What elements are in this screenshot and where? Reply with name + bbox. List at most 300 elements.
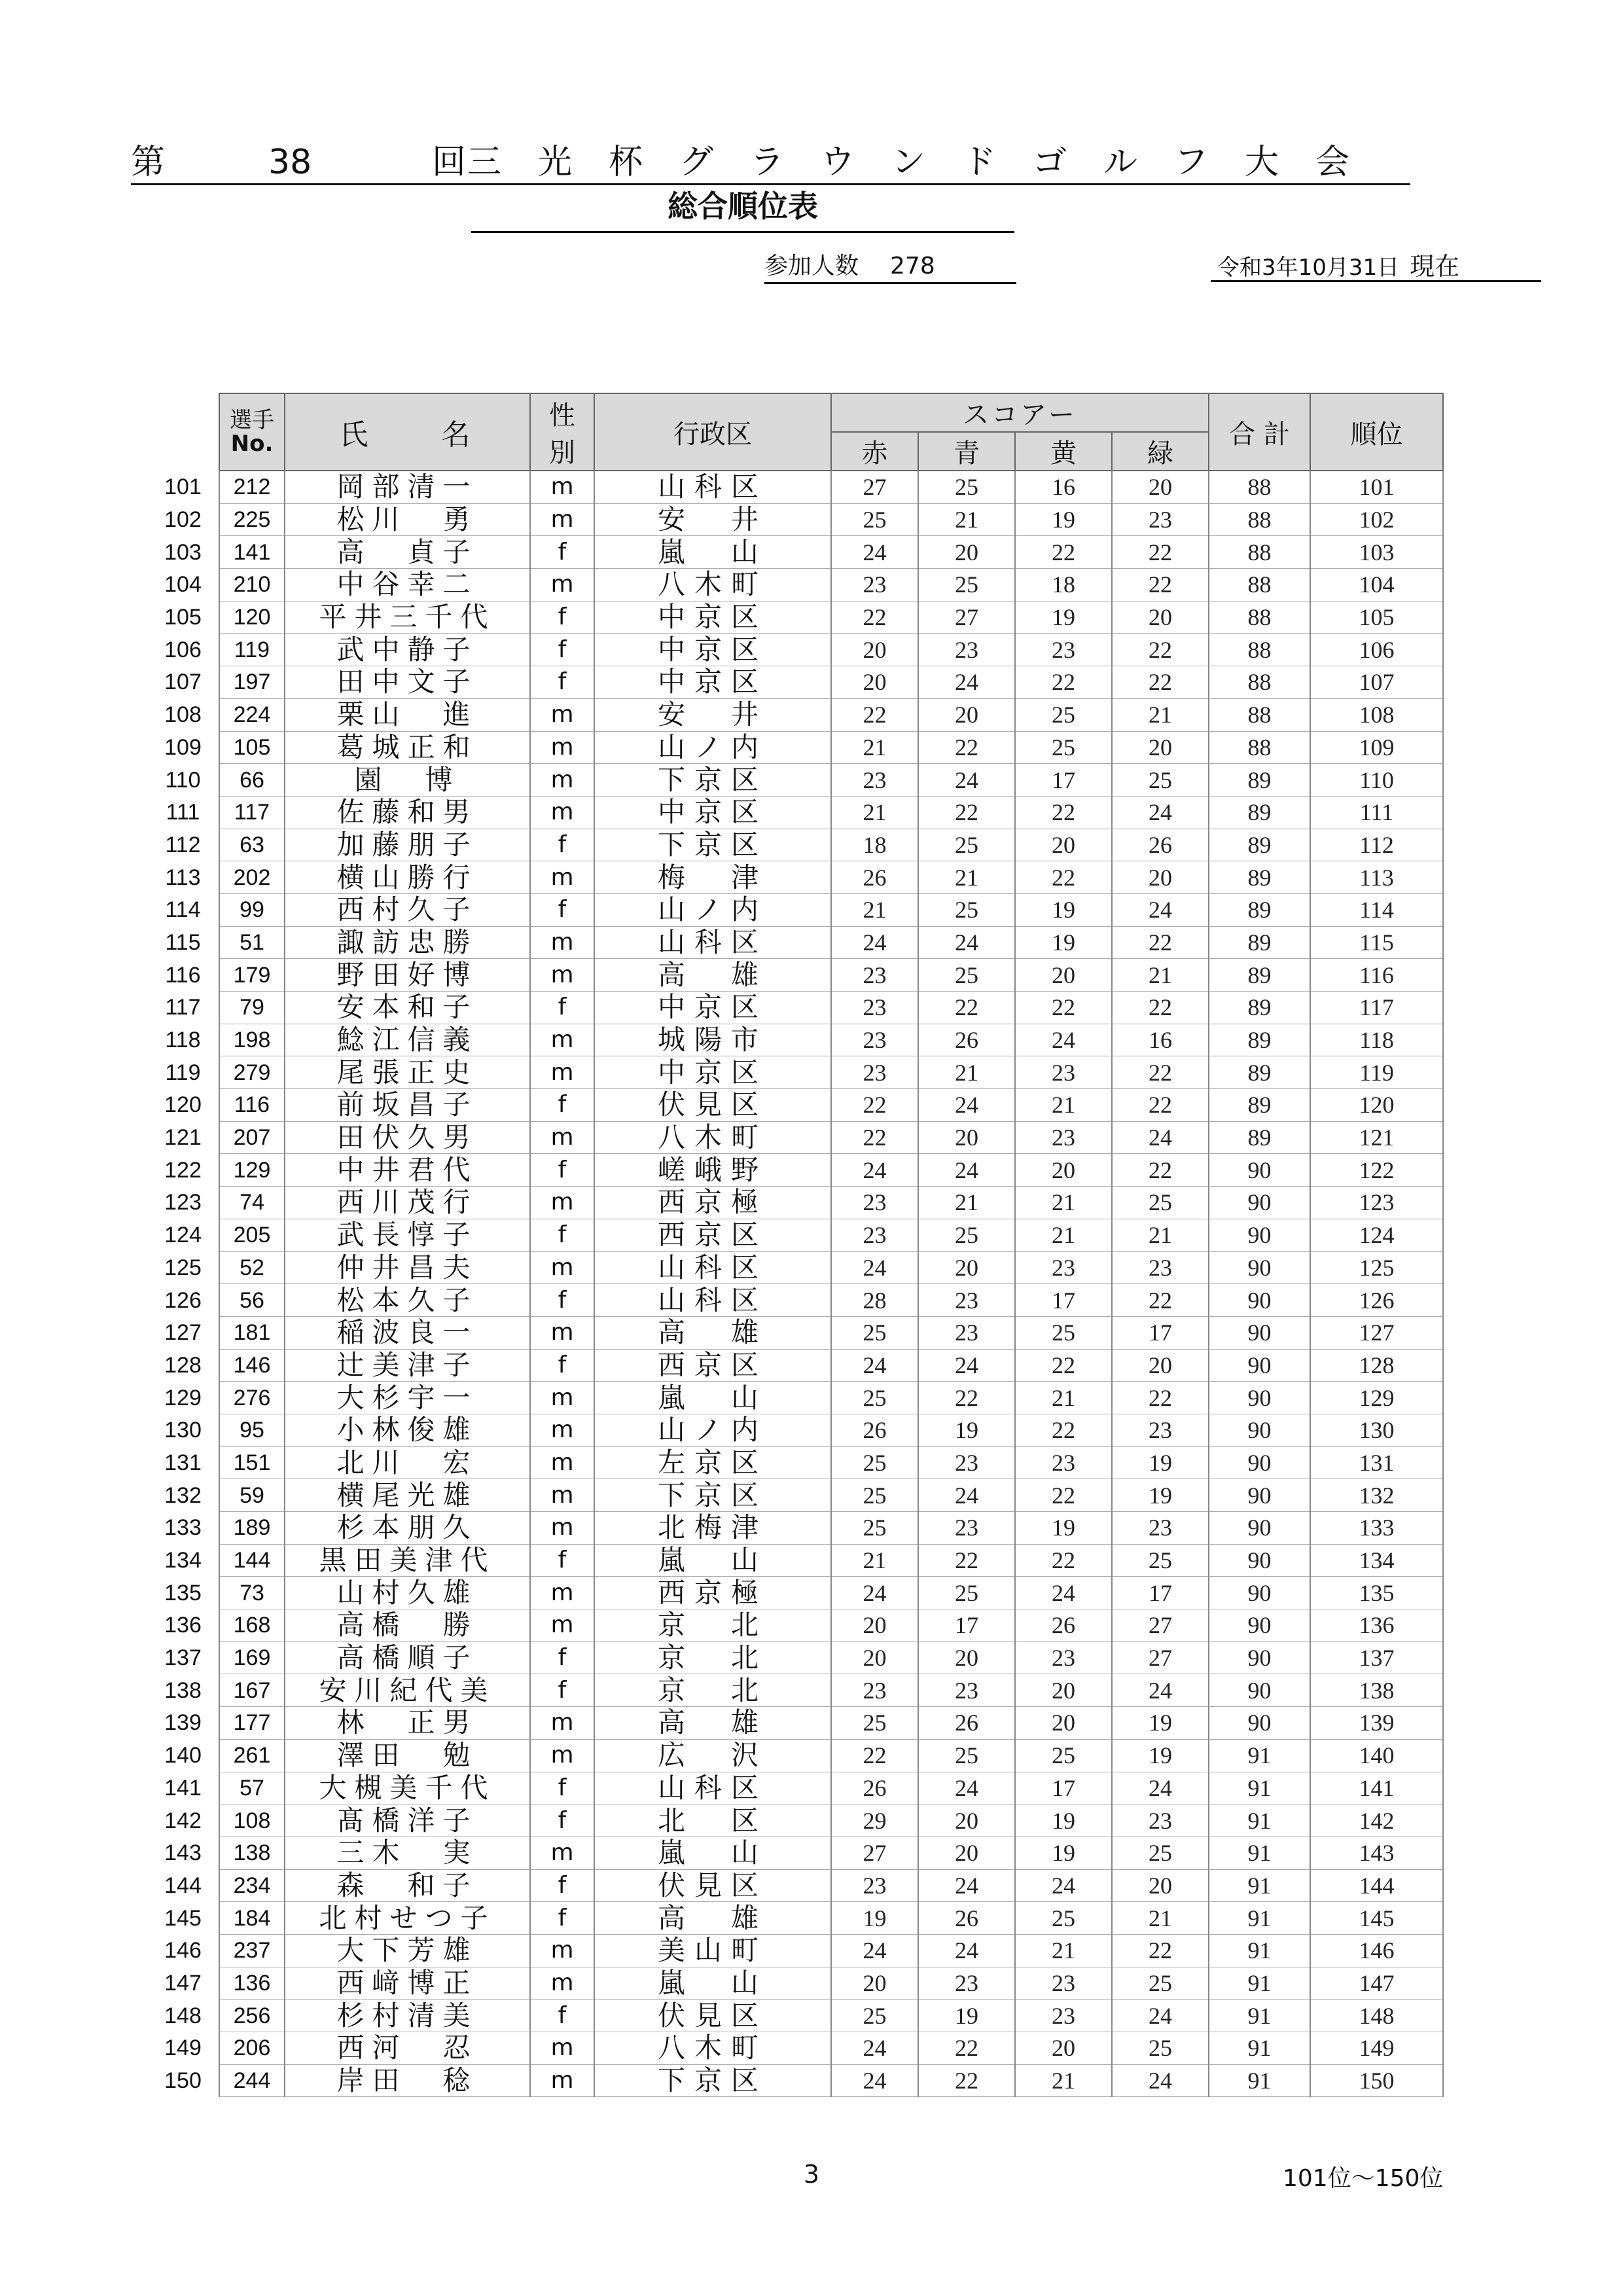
player-no: 79 — [219, 992, 285, 1024]
score-yellow: 19 — [1015, 503, 1112, 536]
final-rank: 130 — [1310, 1414, 1443, 1446]
player-ward: 嵯峨野 — [594, 1154, 831, 1187]
score-blue: 22 — [918, 992, 1015, 1024]
player-ward: 下京区 — [594, 2064, 831, 2097]
score-total: 91 — [1209, 1934, 1310, 1967]
score-blue: 22 — [918, 1382, 1015, 1414]
score-blue: 24 — [918, 1934, 1015, 1967]
score-blue: 25 — [918, 1219, 1015, 1251]
score-green: 25 — [1112, 1837, 1209, 1869]
player-name: 岡部清一 — [285, 471, 530, 503]
table-row — [147, 666, 1443, 699]
final-rank: 129 — [1310, 1382, 1443, 1414]
player-no: 202 — [219, 861, 285, 894]
final-rank: 134 — [1310, 1544, 1443, 1577]
player-sex: m — [530, 1934, 594, 1967]
score-red: 23 — [831, 1674, 918, 1707]
score-green: 22 — [1112, 666, 1209, 699]
player-no: 234 — [219, 1869, 285, 1902]
player-ward: 山科区 — [594, 1772, 831, 1804]
player-no: 181 — [219, 1316, 285, 1349]
score-blue: 23 — [918, 1284, 1015, 1317]
score-total: 88 — [1209, 536, 1310, 569]
player-sex: f — [530, 992, 594, 1024]
player-name: 辻美津子 — [285, 1349, 530, 1382]
table-row — [147, 1121, 1443, 1154]
player-sex: f — [530, 1349, 594, 1382]
score-total: 88 — [1209, 503, 1310, 536]
player-no: 256 — [219, 2000, 285, 2032]
player-ward: 嵐 山 — [594, 1967, 831, 2000]
player-ward: 梅 津 — [594, 861, 831, 894]
score-red: 22 — [831, 1739, 918, 1772]
row-position: 145 — [164, 1905, 202, 1931]
table-row — [147, 1349, 1443, 1382]
player-ward: 山ノ内 — [594, 731, 831, 764]
table-row — [147, 1316, 1443, 1349]
score-red: 23 — [831, 992, 918, 1024]
table-row — [147, 2000, 1443, 2032]
player-no: 63 — [219, 829, 285, 861]
player-name: 林 正男 — [285, 1707, 530, 1740]
score-green: 22 — [1112, 926, 1209, 959]
score-green: 24 — [1112, 2064, 1209, 2097]
row-position: 119 — [165, 1060, 201, 1085]
score-total: 90 — [1209, 1641, 1310, 1674]
score-green: 20 — [1112, 1869, 1209, 1902]
table-row — [147, 1219, 1443, 1251]
score-total: 90 — [1209, 1219, 1310, 1251]
score-blue: 22 — [918, 796, 1015, 829]
score-total: 90 — [1209, 1512, 1310, 1545]
score-blue: 20 — [918, 1251, 1015, 1284]
final-rank: 127 — [1310, 1316, 1443, 1349]
row-position: 126 — [164, 1287, 202, 1313]
table-row — [147, 1187, 1443, 1219]
player-ward: 嵐 山 — [594, 536, 831, 569]
score-red: 21 — [831, 893, 918, 926]
final-rank: 106 — [1310, 634, 1443, 666]
score-green: 27 — [1112, 1609, 1209, 1642]
player-sex: f — [530, 2000, 594, 2032]
score-green: 23 — [1112, 1414, 1209, 1446]
player-no: 206 — [219, 2032, 285, 2065]
score-green: 21 — [1112, 698, 1209, 731]
score-green: 20 — [1112, 601, 1209, 634]
score-total: 89 — [1209, 893, 1310, 926]
header-player-no-line1: 選手 — [230, 407, 274, 433]
header-score-red: 赤 — [831, 432, 918, 471]
player-ward: 下京区 — [594, 829, 831, 861]
score-green: 22 — [1112, 569, 1209, 601]
final-rank: 144 — [1310, 1869, 1443, 1902]
player-no: 141 — [219, 536, 285, 569]
score-yellow: 22 — [1015, 536, 1112, 569]
page-number: 3 — [803, 2160, 820, 2189]
score-yellow: 24 — [1015, 1024, 1112, 1056]
player-name: 尾張正史 — [285, 1056, 530, 1089]
table-row — [147, 1804, 1443, 1837]
score-blue: 24 — [918, 1089, 1015, 1122]
player-ward: 広 沢 — [594, 1739, 831, 1772]
player-no: 198 — [219, 1024, 285, 1056]
player-ward: 嵐 山 — [594, 1382, 831, 1414]
score-green: 24 — [1112, 796, 1209, 829]
final-rank: 124 — [1310, 1219, 1443, 1251]
score-blue: 25 — [918, 893, 1015, 926]
player-sex: m — [530, 1382, 594, 1414]
player-no: 224 — [219, 698, 285, 731]
player-name: 加藤朋子 — [285, 829, 530, 861]
player-sex: m — [530, 861, 594, 894]
score-yellow: 25 — [1015, 1902, 1112, 1935]
score-blue: 24 — [918, 926, 1015, 959]
score-yellow: 23 — [1015, 1121, 1112, 1154]
score-total: 89 — [1209, 992, 1310, 1024]
score-blue: 24 — [918, 1869, 1015, 1902]
score-blue: 23 — [918, 1512, 1015, 1545]
player-no: 237 — [219, 1934, 285, 1967]
score-blue: 23 — [918, 1967, 1015, 2000]
row-position: 102 — [164, 507, 202, 533]
player-no: 95 — [219, 1414, 285, 1446]
score-green: 22 — [1112, 1284, 1209, 1317]
player-no: 138 — [219, 1837, 285, 1869]
player-no: 66 — [219, 764, 285, 797]
final-rank: 101 — [1310, 471, 1443, 503]
table-row — [147, 471, 1443, 503]
header-rank: 順位 — [1310, 393, 1443, 471]
player-sex: m — [530, 959, 594, 992]
score-red: 26 — [831, 1414, 918, 1446]
score-total: 88 — [1209, 601, 1310, 634]
player-no: 167 — [219, 1674, 285, 1707]
player-sex: m — [530, 796, 594, 829]
score-yellow: 19 — [1015, 601, 1112, 634]
player-sex: f — [530, 666, 594, 699]
player-name: 前坂昌子 — [285, 1089, 530, 1122]
table-row — [147, 1414, 1443, 1446]
header-name: 氏 名 — [285, 393, 530, 471]
score-green: 21 — [1112, 959, 1209, 992]
table-row — [147, 1707, 1443, 1740]
player-sex: m — [530, 1707, 594, 1740]
row-position: 125 — [164, 1255, 202, 1280]
score-red: 23 — [831, 764, 918, 797]
score-blue: 20 — [918, 1804, 1015, 1837]
final-rank: 117 — [1310, 992, 1443, 1024]
score-green: 24 — [1112, 893, 1209, 926]
table-row — [147, 1967, 1443, 2000]
score-red: 21 — [831, 731, 918, 764]
player-ward: 中京区 — [594, 992, 831, 1024]
table-row — [147, 1251, 1443, 1284]
player-no: 205 — [219, 1219, 285, 1251]
player-ward: 安 井 — [594, 503, 831, 536]
row-position: 146 — [164, 1938, 202, 1964]
header-sex-line2: 別 — [549, 438, 575, 468]
score-yellow: 19 — [1015, 926, 1112, 959]
player-ward: 左京区 — [594, 1446, 831, 1479]
score-yellow: 20 — [1015, 1707, 1112, 1740]
player-ward: 京 北 — [594, 1674, 831, 1707]
score-red: 22 — [831, 1089, 918, 1122]
score-green: 25 — [1112, 1544, 1209, 1577]
row-position: 148 — [164, 2003, 202, 2028]
final-rank: 116 — [1310, 959, 1443, 992]
final-rank: 131 — [1310, 1446, 1443, 1479]
row-position: 120 — [164, 1092, 202, 1118]
score-blue: 23 — [918, 1674, 1015, 1707]
score-total: 89 — [1209, 959, 1310, 992]
final-rank: 122 — [1310, 1154, 1443, 1187]
score-blue: 20 — [918, 698, 1015, 731]
player-no: 261 — [219, 1739, 285, 1772]
table-row — [147, 1837, 1443, 1869]
row-position: 141 — [164, 1775, 202, 1801]
score-total: 90 — [1209, 1382, 1310, 1414]
row-position: 138 — [164, 1677, 202, 1703]
player-name: 小林俊雄 — [285, 1414, 530, 1446]
score-yellow: 22 — [1015, 666, 1112, 699]
score-green: 25 — [1112, 1187, 1209, 1219]
score-green: 25 — [1112, 2032, 1209, 2065]
row-position: 136 — [164, 1613, 202, 1638]
score-red: 22 — [831, 1121, 918, 1154]
score-total: 90 — [1209, 1446, 1310, 1479]
header-sex-line1: 性 — [549, 401, 575, 431]
final-rank: 104 — [1310, 569, 1443, 601]
header-score: スコアー — [831, 393, 1209, 432]
score-total: 88 — [1209, 569, 1310, 601]
row-position: 124 — [164, 1223, 202, 1248]
player-sex: m — [530, 1056, 594, 1089]
final-rank: 125 — [1310, 1251, 1443, 1284]
score-total: 90 — [1209, 1251, 1310, 1284]
final-rank: 102 — [1310, 503, 1443, 536]
table-row — [147, 601, 1443, 634]
score-red: 25 — [831, 503, 918, 536]
player-name: 田中文子 — [285, 666, 530, 699]
row-position: 101 — [164, 475, 202, 500]
player-name: 鯰江信義 — [285, 1024, 530, 1056]
score-green: 24 — [1112, 1121, 1209, 1154]
score-yellow: 18 — [1015, 569, 1112, 601]
row-position: 137 — [164, 1645, 202, 1671]
table-row — [147, 959, 1443, 992]
player-sex: f — [530, 1869, 594, 1902]
player-no: 212 — [219, 471, 285, 503]
table-row — [147, 1934, 1443, 1967]
player-no: 59 — [219, 1479, 285, 1512]
score-yellow: 20 — [1015, 2032, 1112, 2065]
player-ward: 下京区 — [594, 1479, 831, 1512]
row-position: 103 — [164, 539, 202, 565]
score-total: 90 — [1209, 1316, 1310, 1349]
final-rank: 139 — [1310, 1707, 1443, 1740]
score-total: 91 — [1209, 2032, 1310, 2065]
score-blue: 19 — [918, 1414, 1015, 1446]
score-total: 88 — [1209, 666, 1310, 699]
score-yellow: 21 — [1015, 1187, 1112, 1219]
score-red: 25 — [831, 1512, 918, 1545]
score-yellow: 22 — [1015, 796, 1112, 829]
table-row — [147, 698, 1443, 731]
score-yellow: 25 — [1015, 1316, 1112, 1349]
score-green: 17 — [1112, 1577, 1209, 1609]
header-total: 合 計 — [1209, 393, 1310, 471]
player-sex: m — [530, 1121, 594, 1154]
score-total: 90 — [1209, 1707, 1310, 1740]
player-no: 146 — [219, 1349, 285, 1382]
final-rank: 115 — [1310, 926, 1443, 959]
player-ward: 山科区 — [594, 471, 831, 503]
score-total: 89 — [1209, 829, 1310, 861]
player-sex: f — [530, 1219, 594, 1251]
player-sex: f — [530, 1804, 594, 1837]
score-green: 23 — [1112, 1804, 1209, 1837]
final-rank: 136 — [1310, 1609, 1443, 1642]
player-ward: 安 井 — [594, 698, 831, 731]
final-rank: 123 — [1310, 1187, 1443, 1219]
player-no: 129 — [219, 1154, 285, 1187]
score-green: 23 — [1112, 1512, 1209, 1545]
table-row — [147, 536, 1443, 569]
player-sex: f — [530, 601, 594, 634]
player-sex: m — [530, 1609, 594, 1642]
score-red: 24 — [831, 1154, 918, 1187]
score-total: 89 — [1209, 1089, 1310, 1122]
row-position: 128 — [164, 1352, 202, 1378]
row-position: 129 — [164, 1385, 202, 1410]
player-ward: 中京区 — [594, 601, 831, 634]
player-name: 大杉宇一 — [285, 1382, 530, 1414]
player-sex: m — [530, 1577, 594, 1609]
final-rank: 133 — [1310, 1512, 1443, 1545]
score-green: 20 — [1112, 1349, 1209, 1382]
table-row — [147, 1154, 1443, 1187]
score-yellow: 23 — [1015, 1251, 1112, 1284]
row-position: 131 — [164, 1450, 202, 1475]
score-red: 24 — [831, 1251, 918, 1284]
player-ward: 山ノ内 — [594, 1414, 831, 1446]
player-sex: m — [530, 1187, 594, 1219]
score-blue: 21 — [918, 503, 1015, 536]
final-rank: 146 — [1310, 1934, 1443, 1967]
score-red: 25 — [831, 1382, 918, 1414]
score-yellow: 22 — [1015, 1544, 1112, 1577]
player-ward: 西京区 — [594, 1219, 831, 1251]
score-red: 18 — [831, 829, 918, 861]
score-red: 28 — [831, 1284, 918, 1317]
player-sex: f — [530, 1284, 594, 1317]
score-yellow: 24 — [1015, 1577, 1112, 1609]
score-total: 90 — [1209, 1609, 1310, 1642]
player-ward: 中京区 — [594, 796, 831, 829]
player-name: 松川 勇 — [285, 503, 530, 536]
score-blue: 25 — [918, 1739, 1015, 1772]
header-player-no-line2: No. — [230, 431, 274, 457]
player-sex: m — [530, 698, 594, 731]
score-green: 27 — [1112, 1641, 1209, 1674]
score-red: 25 — [831, 2000, 918, 2032]
score-total: 90 — [1209, 1187, 1310, 1219]
score-red: 23 — [831, 1187, 918, 1219]
score-blue: 26 — [918, 1902, 1015, 1935]
score-total: 90 — [1209, 1479, 1310, 1512]
player-name: 高橋 勝 — [285, 1609, 530, 1642]
title-event-name: 回三 光 杯 グ ラ ウ ン ド ゴ ル フ 大 会 — [432, 143, 1351, 182]
score-yellow: 19 — [1015, 1804, 1112, 1837]
score-blue: 21 — [918, 1187, 1015, 1219]
final-rank: 143 — [1310, 1837, 1443, 1869]
row-position: 140 — [164, 1743, 202, 1768]
player-ward: 八木町 — [594, 569, 831, 601]
score-red: 24 — [831, 1577, 918, 1609]
player-sex: m — [530, 1251, 594, 1284]
final-rank: 149 — [1310, 2032, 1443, 2065]
header-spacer — [147, 393, 219, 471]
player-name: 黒田美津代 — [285, 1544, 530, 1577]
row-position: 150 — [164, 2068, 202, 2094]
player-no: 244 — [219, 2064, 285, 2097]
table-row — [147, 1056, 1443, 1089]
player-name: 西村久子 — [285, 893, 530, 926]
player-sex: m — [530, 764, 594, 797]
player-sex: m — [530, 1739, 594, 1772]
player-name: 西﨑博正 — [285, 1967, 530, 2000]
final-rank: 145 — [1310, 1902, 1443, 1935]
row-position: 117 — [165, 995, 201, 1020]
player-sex: m — [530, 1512, 594, 1545]
final-rank: 113 — [1310, 861, 1443, 894]
player-name: 田伏久男 — [285, 1121, 530, 1154]
player-ward: 高 雄 — [594, 1316, 831, 1349]
score-total: 88 — [1209, 634, 1310, 666]
player-sex: f — [530, 893, 594, 926]
row-position: 142 — [164, 1808, 202, 1833]
player-name: 平井三千代 — [285, 601, 530, 634]
final-rank: 109 — [1310, 731, 1443, 764]
header-sex — [530, 393, 594, 471]
player-ward: 山科区 — [594, 1251, 831, 1284]
player-no: 144 — [219, 1544, 285, 1577]
player-no: 116 — [219, 1089, 285, 1122]
score-yellow: 24 — [1015, 1869, 1112, 1902]
score-red: 24 — [831, 2064, 918, 2097]
score-green: 22 — [1112, 1382, 1209, 1414]
score-red: 22 — [831, 698, 918, 731]
player-sex: m — [530, 569, 594, 601]
player-ward: 伏見区 — [594, 2000, 831, 2032]
player-ward: 中京区 — [594, 1056, 831, 1089]
score-yellow: 23 — [1015, 1446, 1112, 1479]
score-green: 22 — [1112, 1089, 1209, 1122]
table-row — [147, 634, 1443, 666]
score-blue: 26 — [918, 1024, 1015, 1056]
header-player-no — [219, 393, 285, 471]
player-ward: 西京区 — [594, 1349, 831, 1382]
score-yellow: 17 — [1015, 1284, 1112, 1317]
table-row — [147, 1382, 1443, 1414]
score-green: 20 — [1112, 471, 1209, 503]
final-rank: 126 — [1310, 1284, 1443, 1317]
row-position: 107 — [164, 670, 202, 695]
score-green: 22 — [1112, 1934, 1209, 1967]
player-sex: f — [530, 1641, 594, 1674]
player-name: 北村せつ子 — [285, 1902, 530, 1935]
player-sex: f — [530, 536, 594, 569]
